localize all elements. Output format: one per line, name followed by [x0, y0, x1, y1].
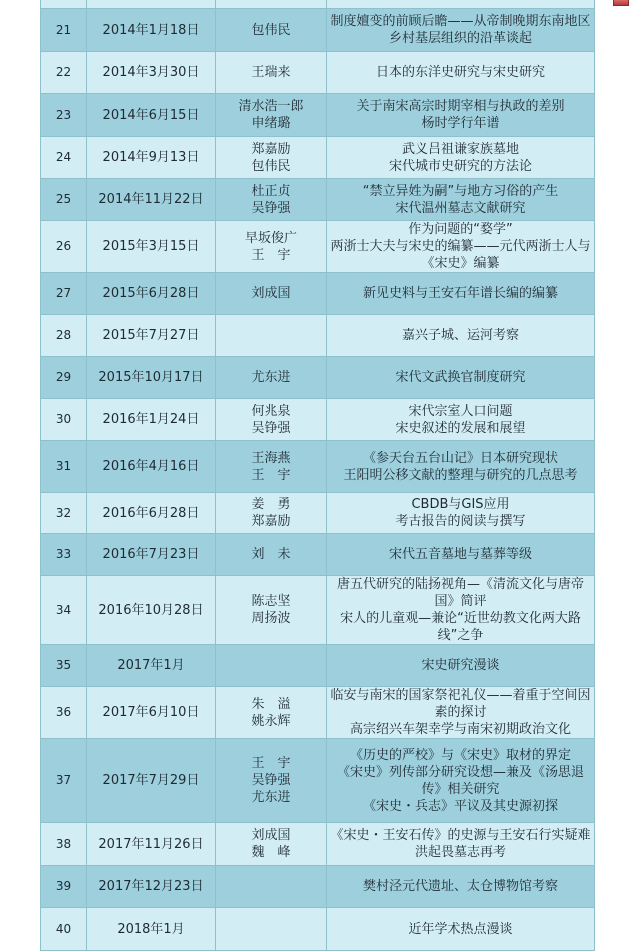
speaker-name: 王海燕 [251, 450, 291, 466]
lecture-topic: 新见史料与王安石年谱长编的编纂 [362, 286, 558, 301]
lecture-schedule-table [40, 0, 595, 951]
table-row [41, 273, 595, 315]
table-row [41, 357, 595, 399]
lecture-topic: 嘉兴子城、运河考察 [401, 328, 519, 343]
row-number: 25 [41, 179, 87, 221]
speaker-cell [216, 357, 327, 399]
lecture-topic: 武义吕祖谦家族墓地 [401, 141, 519, 157]
table-row [41, 534, 595, 576]
lecture-topic: 考古报告的阅读与撰写 [395, 514, 526, 529]
speaker-cell [216, 534, 327, 576]
table-row [41, 179, 595, 221]
speaker-cell [216, 576, 327, 645]
lecture-date: 2017年11月26日 [87, 823, 216, 866]
speaker-name: 吴铮强 [251, 200, 291, 216]
lecture-topic: 唐五代研究的陆扬视角—《清流文化与唐帝国》简评 [336, 577, 584, 609]
lecture-topic: 宋人的儿童观—兼论“近世幼教文化两大路线”之争 [340, 611, 581, 643]
speaker-cell [216, 9, 327, 52]
topic-cell [327, 908, 595, 951]
speaker-name: 姚永辉 [251, 713, 291, 729]
table-row [41, 493, 595, 534]
lecture-topic: 宋代文武换官制度研究 [395, 370, 526, 385]
speaker-name: 刘 未 [251, 547, 291, 562]
topic-cell [327, 576, 595, 645]
topic-cell [327, 52, 595, 94]
topic-cell [327, 94, 595, 137]
lecture-topic: “禁立异姓为嗣”与地方习俗的产生 [362, 183, 559, 199]
lecture-topic: 《历史的严校》与《宋史》取材的界定 [349, 747, 571, 763]
table-row [41, 0, 595, 9]
lecture-topic: CBDB与GIS应用 [411, 497, 510, 512]
lecture-date: 2017年7月29日 [87, 739, 216, 823]
speaker-name: 申绪璐 [251, 116, 291, 131]
lecture-topic: 宋代温州墓志文献研究 [395, 200, 526, 216]
lecture-date [87, 0, 216, 9]
speaker-cell [216, 137, 327, 179]
lecture-date: 2014年1月18日 [87, 9, 216, 52]
topic-cell [327, 823, 595, 866]
speaker-cell [216, 493, 327, 534]
lecture-topic: 樊村泾元代遗址、太仓博物馆考察 [362, 879, 558, 894]
speaker-cell [216, 52, 327, 94]
lecture-date: 2016年6月28日 [87, 493, 216, 534]
row-number [41, 0, 87, 9]
table-row [41, 399, 595, 441]
topic-cell [327, 739, 595, 823]
speaker-cell [216, 315, 327, 357]
table-row [41, 739, 595, 823]
lecture-date: 2015年10月17日 [87, 357, 216, 399]
row-number: 26 [41, 221, 87, 273]
table-row [41, 645, 595, 687]
table-row [41, 441, 595, 493]
speaker-name: 刘成国 [251, 828, 291, 843]
speaker-name: 杜正贞 [251, 183, 291, 199]
speaker-name: 何兆泉 [251, 403, 291, 419]
row-number: 40 [41, 908, 87, 951]
lecture-date: 2015年6月28日 [87, 273, 216, 315]
topic-cell [327, 687, 595, 739]
speaker-name: 早坂俊广 [244, 230, 297, 246]
lecture-topic: 王阳明公移文献的整理与研究的几点思考 [343, 467, 578, 483]
table-row [41, 9, 595, 52]
topic-cell [327, 534, 595, 576]
schedule-body [41, 0, 595, 951]
lecture-topic: 作为问题的“婺学” [408, 222, 513, 237]
topic-cell [327, 866, 595, 908]
lecture-topic: 制度嬗变的前顾后瞻——从帝制晚期东南地区乡村基层组织的沿革谈起 [330, 14, 591, 46]
speaker-cell [216, 866, 327, 908]
lecture-topic: 关于南宋高宗时期宰相与执政的差别 [356, 99, 565, 114]
lecture-date: 2018年1月 [87, 908, 216, 951]
lecture-topic: 《宋史》列传部分研究设想—兼及《汤思退传》相关研究 [336, 764, 584, 797]
speaker-name: 包伟民 [251, 22, 291, 38]
lecture-topic: 《宋史・兵志》平议及其史源初探 [362, 798, 558, 814]
speaker-cell [216, 94, 327, 137]
row-number: 34 [41, 576, 87, 645]
speaker-name: 吴铮强 [251, 773, 291, 788]
row-number: 27 [41, 273, 87, 315]
topic-cell [327, 0, 595, 9]
lecture-date: 2014年3月30日 [87, 52, 216, 94]
table-row [41, 823, 595, 866]
topic-cell [327, 493, 595, 534]
row-number: 28 [41, 315, 87, 357]
speaker-name: 王 宇 [251, 247, 291, 263]
lecture-topic: 高宗绍兴车架幸学与南宋初期政治文化 [349, 722, 571, 737]
lecture-topic: 两浙士大夫与宋史的编纂——元代两浙士人与《宋史》编纂 [330, 239, 591, 271]
table-row [41, 94, 595, 137]
topic-cell [327, 399, 595, 441]
lecture-topic: 杨时学行年谱 [421, 116, 500, 131]
lecture-topic: 日本的东洋史研究与宋史研究 [375, 65, 545, 80]
table-row [41, 315, 595, 357]
lecture-topic: 《参天台五台山记》日本研究现状 [362, 450, 558, 466]
lecture-topic: 宋史叙述的发展和展望 [395, 420, 526, 436]
row-number: 31 [41, 441, 87, 493]
speaker-cell [216, 179, 327, 221]
lecture-date: 2014年11月22日 [87, 179, 216, 221]
topic-cell [327, 221, 595, 273]
table-row [41, 221, 595, 273]
speaker-cell [216, 441, 327, 493]
speaker-name: 姜 勇 [251, 497, 291, 512]
speaker-cell [216, 273, 327, 315]
row-number: 35 [41, 645, 87, 687]
lecture-date: 2017年12月23日 [87, 866, 216, 908]
row-number: 29 [41, 357, 87, 399]
speaker-name: 吴铮强 [251, 420, 291, 436]
speaker-name: 王 宇 [251, 756, 291, 771]
lecture-date: 2016年1月24日 [87, 399, 216, 441]
lecture-date: 2015年7月27日 [87, 315, 216, 357]
speaker-cell [216, 399, 327, 441]
row-number: 21 [41, 9, 87, 52]
row-number: 22 [41, 52, 87, 94]
speaker-cell [216, 823, 327, 866]
speaker-name: 王瑞来 [251, 65, 291, 80]
table-row [41, 52, 595, 94]
topic-cell [327, 357, 595, 399]
row-number: 36 [41, 687, 87, 739]
speaker-cell [216, 645, 327, 687]
speaker-name: 郑嘉励 [251, 514, 291, 529]
table-row [41, 908, 595, 951]
speaker-name: 魏 峰 [251, 845, 291, 860]
topic-cell [327, 645, 595, 687]
speaker-name: 包伟民 [251, 158, 291, 174]
topic-cell [327, 179, 595, 221]
table-row [41, 137, 595, 179]
row-number: 33 [41, 534, 87, 576]
row-number: 24 [41, 137, 87, 179]
lecture-topic: 临安与南宋的国家祭祀礼仪——着重于空间因素的探讨 [330, 688, 591, 720]
speaker-cell [216, 908, 327, 951]
speaker-name: 郑嘉励 [251, 141, 291, 157]
row-number: 23 [41, 94, 87, 137]
lecture-topic: 宋代宗室人口问题 [408, 403, 513, 419]
lecture-topic: 宋史研究漫谈 [421, 658, 500, 673]
lecture-date: 2015年3月15日 [87, 221, 216, 273]
topic-cell [327, 137, 595, 179]
speaker-name: 尤东进 [251, 790, 291, 805]
lecture-date: 2014年9月13日 [87, 137, 216, 179]
topic-cell [327, 9, 595, 52]
lecture-topic: 宋代五音墓地与墓葬等级 [388, 547, 532, 562]
row-number: 32 [41, 493, 87, 534]
table-row [41, 866, 595, 908]
table-row [41, 576, 595, 645]
speaker-cell [216, 687, 327, 739]
speaker-cell [216, 0, 327, 9]
topic-cell [327, 273, 595, 315]
table-row [41, 687, 595, 739]
topic-cell [327, 315, 595, 357]
row-number: 38 [41, 823, 87, 866]
lecture-date: 2016年10月28日 [87, 576, 216, 645]
speaker-cell [216, 739, 327, 823]
topic-cell [327, 441, 595, 493]
row-number: 39 [41, 866, 87, 908]
lecture-topic: 宋代城市史研究的方法论 [388, 158, 532, 174]
row-number: 37 [41, 739, 87, 823]
lecture-date: 2017年1月 [87, 645, 216, 687]
speaker-name: 王 宇 [251, 467, 291, 483]
lecture-date: 2016年7月23日 [87, 534, 216, 576]
speaker-name: 陈志坚 [251, 594, 291, 609]
lecture-topic: 《宋史・王安石传》的史源与王安石行实疑难洪起畏墓志再考 [330, 828, 591, 860]
lecture-topic: 近年学术热点漫谈 [408, 921, 513, 937]
speaker-name: 朱 溢 [251, 696, 291, 712]
speaker-name: 刘成国 [251, 286, 291, 301]
lecture-date: 2014年6月15日 [87, 94, 216, 137]
speaker-name: 周扬波 [251, 611, 291, 626]
lecture-date: 2016年4月16日 [87, 441, 216, 493]
window-corner-icon[interactable] [613, 0, 629, 6]
speaker-name: 清水浩一郎 [238, 99, 304, 114]
speaker-name: 尤东进 [251, 370, 291, 385]
lecture-date: 2017年6月10日 [87, 687, 216, 739]
speaker-cell [216, 221, 327, 273]
row-number: 30 [41, 399, 87, 441]
